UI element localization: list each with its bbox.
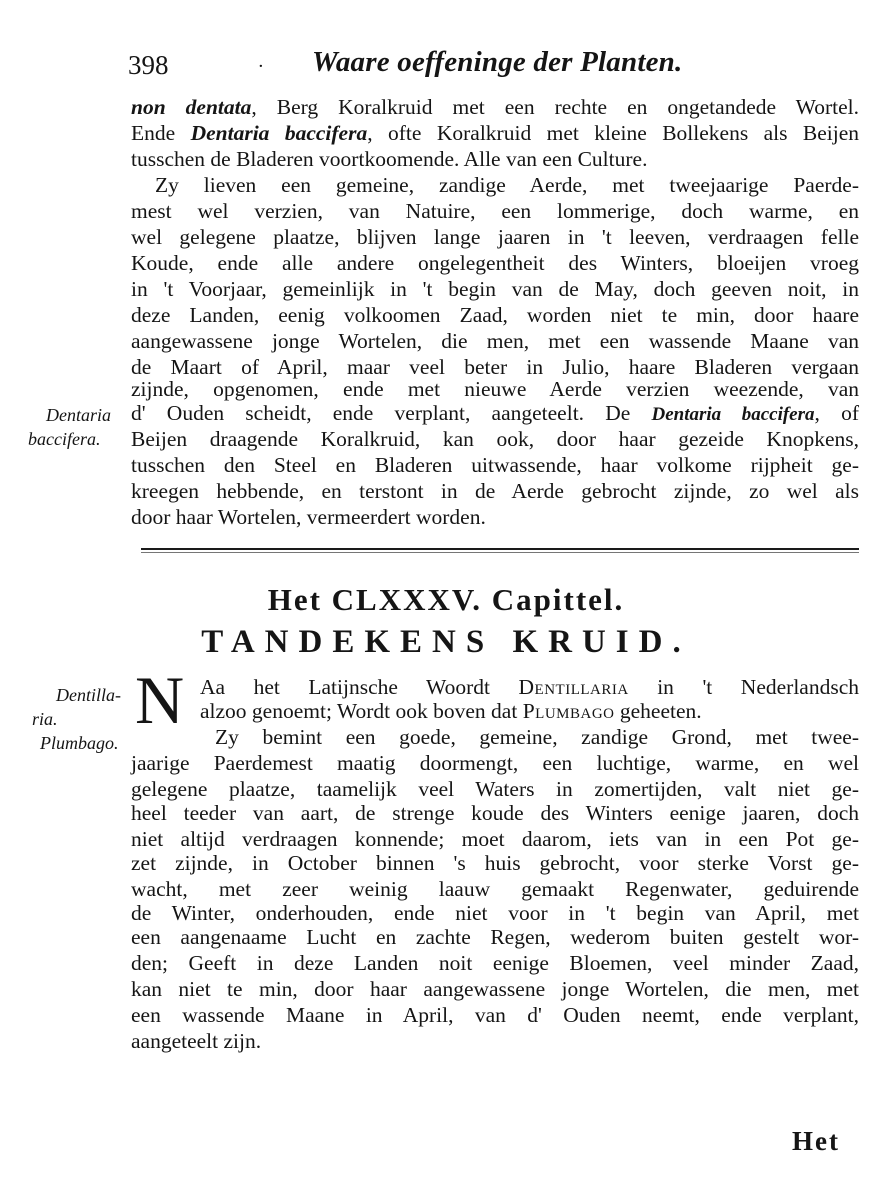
section-rule-thin (141, 552, 859, 553)
header-dot-ornament: · (258, 56, 264, 77)
text-line: gelegene plaatze, taamelijk veel Waters in zomertijden, valt niet ge- (131, 777, 859, 801)
text-line: in 't Voorjaar, gemeinlijk in 't begin van de May, doch geeven noit, in (131, 277, 859, 301)
chapter-title: TANDEKENS KRUID. (201, 624, 691, 660)
page-number: 398 (128, 50, 169, 80)
line-text: Ende (131, 121, 191, 145)
text-line: kreegen hebbende, en terstont in de Aerde gebrocht zijnde, zo wel als (131, 479, 859, 503)
line-text: , Berg Koralkruid met een rechte en ongetandede Wortel. (251, 95, 859, 119)
line-text: in 't Nederlandsch (628, 675, 859, 699)
line-text: Aa het Latijnsche Woordt (200, 675, 519, 699)
text-line: niet altijd verdraagen konnende; moet daarom, iets van in een Pot ge- (131, 827, 859, 851)
margin-note: ria. (32, 709, 58, 729)
margin-note: baccifera. (28, 429, 101, 449)
text-line (200, 698, 702, 724)
chapter-heading: Het CLXXXV. Capittel. (267, 582, 625, 617)
line-text: d' Ouden scheidt, ende verplant, aangeteelt. De (131, 401, 652, 425)
text-line: door haar Wortelen, vermeerdert worden. (131, 505, 486, 529)
text-line: Koude, ende alle andere ongelegentheit des Winters, bloeijen vroeg (131, 251, 859, 275)
text-line: den; Geeft in deze Landen noit eenige Bloemen, veel minder Zaad, (131, 951, 859, 975)
text-line: de Maart of April, maar veel beter in Julio, haare Bladeren vergaan (131, 355, 859, 379)
latin-name: Dentaria baccifera (651, 404, 815, 425)
text-line: een wassende Maane in April, van d' Ouden neemt, ende verplant, (131, 1003, 859, 1027)
text-line: kan niet te min, door haar aangewassene jonge Wortelen, die men, met (131, 977, 859, 1001)
text-line: deze Landen, eenig volkoomen Zaad, worden niet te min, door haare (131, 303, 859, 327)
latin-name: Plumbago (522, 699, 615, 723)
text-line: aangewassene jonge Wortelen, die men, met een wassende Maane van (131, 329, 859, 353)
text-line: mest wel verzien, van Natuire, een lommerige, doch warme, en (131, 199, 859, 223)
latin-name: Dentillaria (518, 675, 629, 699)
text-line: tusschen den Steel en Bladeren uitwassende, haar volkome rijpheit ge- (131, 453, 859, 477)
running-title: Waare oeffeninge der Planten. (312, 46, 683, 78)
section-rule (141, 548, 859, 550)
text-line: een aangenaame Lucht en zachte Regen, wederom buiten gestelt wor- (131, 925, 859, 949)
margin-note: Plumbago. (40, 733, 119, 753)
text-line: zet zijnde, in October binnen 's huis gebrocht, voor sterke Vorst ge- (131, 851, 859, 875)
line-text: alzoo genoemt; Wordt ook boven dat (200, 699, 523, 723)
drop-capital: N (135, 662, 185, 738)
text-line: wacht, met zeer weinig laauw gemaakt Regenwater, geduirende (131, 877, 859, 901)
text-line: jaarige Paerdemest maatig doormengt, een luchtige, warme, en wel (131, 751, 859, 775)
text-line: de Winter, onderhouden, ende niet voor in 't begin van April, met (131, 901, 859, 925)
margin-note: Dentilla- (56, 685, 121, 705)
text-line: wel gelegene plaatze, blijven lange jaaren in 't leeven, verdraagen felle (131, 225, 859, 249)
margin-note: Dentaria (46, 405, 111, 425)
line-text: geheeten. (614, 699, 702, 723)
latin-name: Dentaria baccifera (190, 121, 368, 145)
text-line: Zy lieven een gemeine, zandige Aerde, met tweejaarige Paerde- (155, 173, 859, 197)
latin-name: non dentata (131, 95, 252, 119)
text-line (131, 94, 859, 120)
text-line: tusschen de Bladeren voortkoomende. Alle van een Culture. (131, 147, 648, 171)
line-text: , of (814, 401, 859, 425)
text-line: heel teeder van aart, de strenge koude des Winters eenige jaaren, doch (131, 801, 859, 825)
text-line: Beijen draagende Koralkruid, kan ook, door haar gezeide Knopkens, (131, 427, 859, 451)
text-line (131, 120, 859, 146)
catchword: Het (792, 1126, 840, 1156)
text-line (131, 400, 859, 428)
text-line: Zy bemint een goede, gemeine, zandige Grond, met twee- (215, 725, 859, 749)
text-line: aangeteelt zijn. (131, 1029, 262, 1053)
text-line: zijnde, opgenomen, ende met nieuwe Aerde verzien weezende, van (131, 377, 859, 401)
line-text: , ofte Koralkruid met kleine Bollekens als Beijen (367, 121, 860, 145)
text-line (200, 674, 859, 700)
